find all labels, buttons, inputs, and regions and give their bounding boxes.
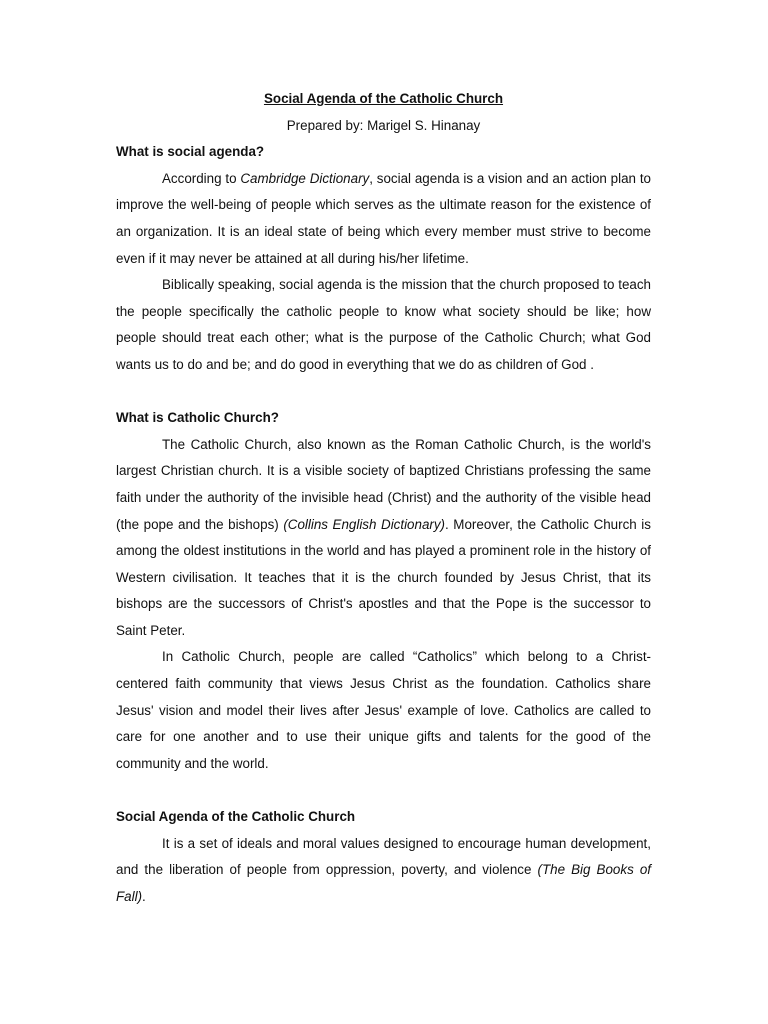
section-heading: What is social agenda? bbox=[116, 144, 265, 160]
paragraph-text: Biblically speaking, social agenda is the mission that the church proposed to teach the people specifically the catholic people to know what society should be like; how people should treat each other; what is the purpose of the Catholic Church; what God wants us to do and be; and do good in everything that we do as children of God . bbox=[116, 277, 651, 372]
citation: (Collins English Dictionary) bbox=[283, 516, 446, 532]
section-spacer bbox=[116, 379, 651, 406]
section-spacer bbox=[116, 777, 651, 804]
citation: (The Big Books of Fall) bbox=[116, 862, 652, 904]
paragraph bbox=[116, 272, 651, 378]
paragraph-text: In Catholic Church, people are called “Catholics” which belong to a Christ-centered faith community that views Jesus Christ as the foundation. Catholics share Jesus' vision and model their lives after Jesus' example of love. Catholics are called to care for one another and to use their unique gifts and talents for the good of the community and the world. bbox=[116, 649, 651, 771]
paragraph-text: . bbox=[142, 888, 146, 904]
paragraph-text: , social agenda is a vision and an action plan to improve the well-being of people which serves as the ultimate reason for the existence of an organization. It is an ideal state of being which every member must strive to become even if it may never be attained at all during his/her lifetime. bbox=[116, 170, 651, 266]
paragraph-text: It is a set of ideals and moral values designed to encourage human development, and the liberation of people from oppression, poverty, and violence bbox=[116, 835, 651, 878]
paragraph-text: According to bbox=[162, 170, 241, 186]
citation: Cambridge Dictionary bbox=[240, 170, 370, 186]
paragraph bbox=[116, 644, 651, 777]
document-author: Prepared by: Marigel S. Hinanay bbox=[286, 117, 481, 133]
paragraph bbox=[116, 432, 651, 645]
paragraph-text: The Catholic Church, also known as the Roman Catholic Church, is the world's largest Christian church. It is a visible society of baptized Christians professing the same faith under the authority of the invisible head (Christ) and the authority of the visible head (the pope and the bishops) bbox=[116, 436, 651, 532]
paragraph-text: . Moreover, the Catholic Church is among the oldest institutions in the world and has played a prominent role in the history of Western civilisation. It teaches that it is the church founded by Jesus Christ, that its bishops are the successors of Christ's apostles and that the Pope is the successor to Saint Peter. bbox=[116, 516, 651, 638]
document-title: Social Agenda of the Catholic Church bbox=[263, 91, 504, 106]
paragraph bbox=[116, 166, 651, 272]
paragraph bbox=[116, 831, 651, 911]
document-page bbox=[116, 86, 651, 910]
section-heading: What is Catholic Church? bbox=[116, 410, 279, 426]
section-heading: Social Agenda of the Catholic Church bbox=[116, 809, 356, 825]
